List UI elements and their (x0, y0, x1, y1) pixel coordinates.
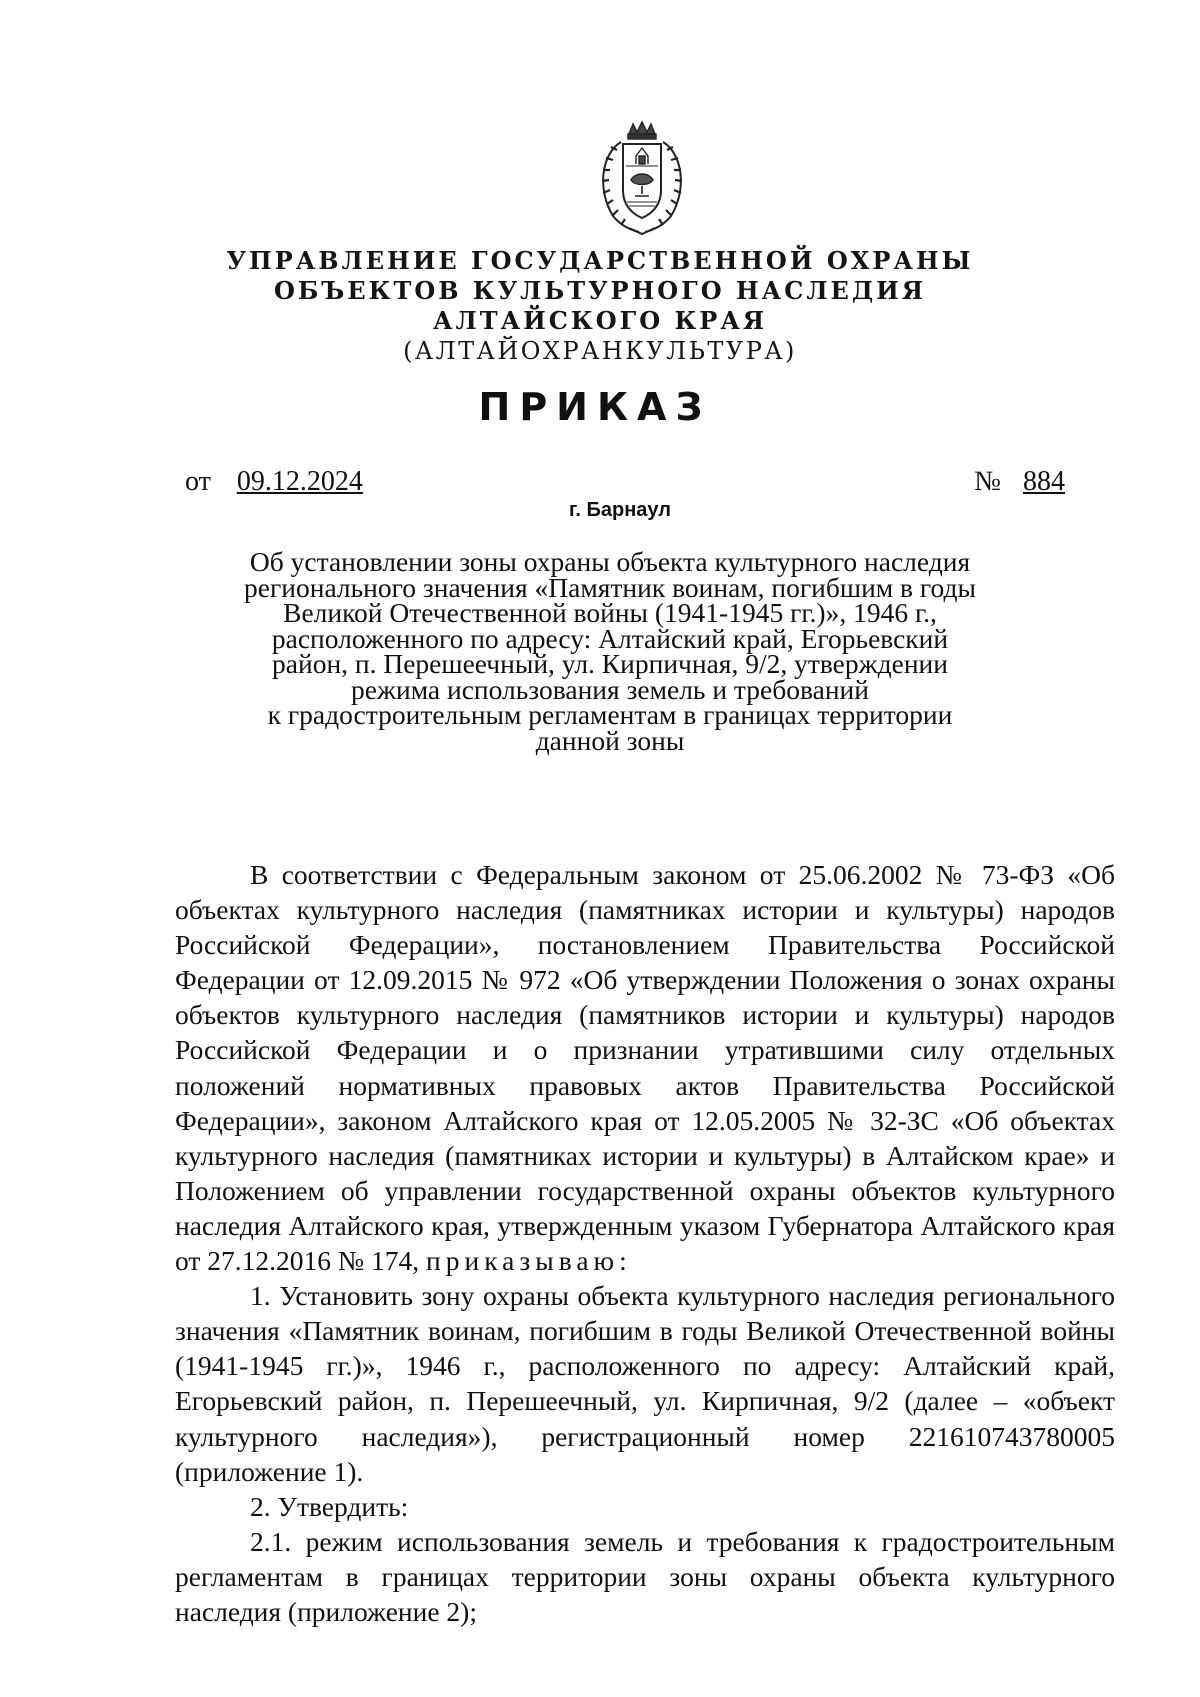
subject-line: данной зоны (535, 724, 685, 756)
document-city: г. Барнаул (569, 499, 671, 521)
subject-line: район, п. Перешеечный, ул. Кирпичная, 9/2, утверждении (272, 648, 948, 679)
subject-line: Великой Отечественной войны (1941-1945 гг.)», 1946 г., (283, 597, 937, 628)
number-value: 884 (1023, 466, 1065, 497)
item-1-paragraph: 1. Установить зону охраны объекта культурного наследия регионального значения «Памятник воинам, погибшим в годы Великой Отечественной войны (1941-1945 гг.)», 1946 г., расположенного по адресу: Алтайский край, Егорьевский район, п. Перешеечный, ул. Кирпичная, 9/2 (далее – «объект культурного наследия»), регистрационный номер 221610743780005 (приложение 1). (175, 1280, 1115, 1487)
subject-line: Об установлении зоны охраны объекта культурного наследия (249, 546, 971, 577)
date-value: 09.12.2024 (236, 466, 363, 497)
subject-line: регионального значения «Памятник воинам, погибшим в годы (244, 571, 976, 603)
altai-krai-coat-of-arms-icon (591, 120, 693, 238)
document-title: ПРИКАЗ (478, 385, 712, 429)
subject-line: к градостроительным регламентам в границах территории (267, 699, 953, 730)
document-subject (230, 546, 990, 756)
document-number (974, 466, 1065, 498)
item-2-1-paragraph: 2.1. режим использования земель и требования к градостроительным регламентам в границах территории зоны охраны объекта культурного наследия (приложение 2); (175, 1525, 1115, 1627)
item-2-paragraph: 2. Утвердить: (250, 1490, 409, 1522)
document-date (185, 466, 363, 498)
organization-name-line-3: АЛТАЙСКОГО КРАЯ (432, 306, 768, 335)
document-body (175, 857, 1115, 1629)
subject-line: расположенного по адресу: Алтайский край, Егорьевский (271, 622, 949, 654)
subject-line: режима использования земель и требований (351, 673, 869, 705)
organization-name-line-2: ОБЪЕКТОВ КУЛЬТУРНОГО НАСЛЕДИЯ (273, 276, 927, 305)
number-label: № (974, 466, 1001, 497)
organization-name-line-1: УПРАВЛЕНИЕ ГОСУДАРСТВЕННОЙ ОХРАНЫ (226, 246, 974, 275)
preamble-text: В соответствии с Федеральным законом от 25.06.2002 № 73-ФЗ «Об объектах культурного наследия (памятниках истории и культуры) народов Российской Федерации», постановлением Правительства Российской Федерации от 12.09.2015 № 972 «Об утверждении Положения о зонах охраны объектов культурного наследия (памятников истории и культуры) народов Российской Федерации и о признании утратившими силу отдельных положений нормативных правовых актов Правительства Российской Федерации», законом Алтайского края от 12.05.2005 № 32-ЗС «Об объектах культурного наследия (памятниках истории и культуры) в Алтайском крае» и Положением об управлении государственной охраны объектов культурного наследия Алтайского края, утвержденным указом Губернатора Алтайского края от 27.12.2016 № 174, (175, 859, 1115, 1277)
preamble-paragraph (175, 857, 1115, 1278)
order-verb: приказываю: (426, 1245, 632, 1277)
organization-header (0, 246, 1200, 366)
organization-short-name: (АЛТАЙОХРАНКУЛЬТУРА) (403, 337, 797, 365)
date-label: от (185, 466, 211, 497)
